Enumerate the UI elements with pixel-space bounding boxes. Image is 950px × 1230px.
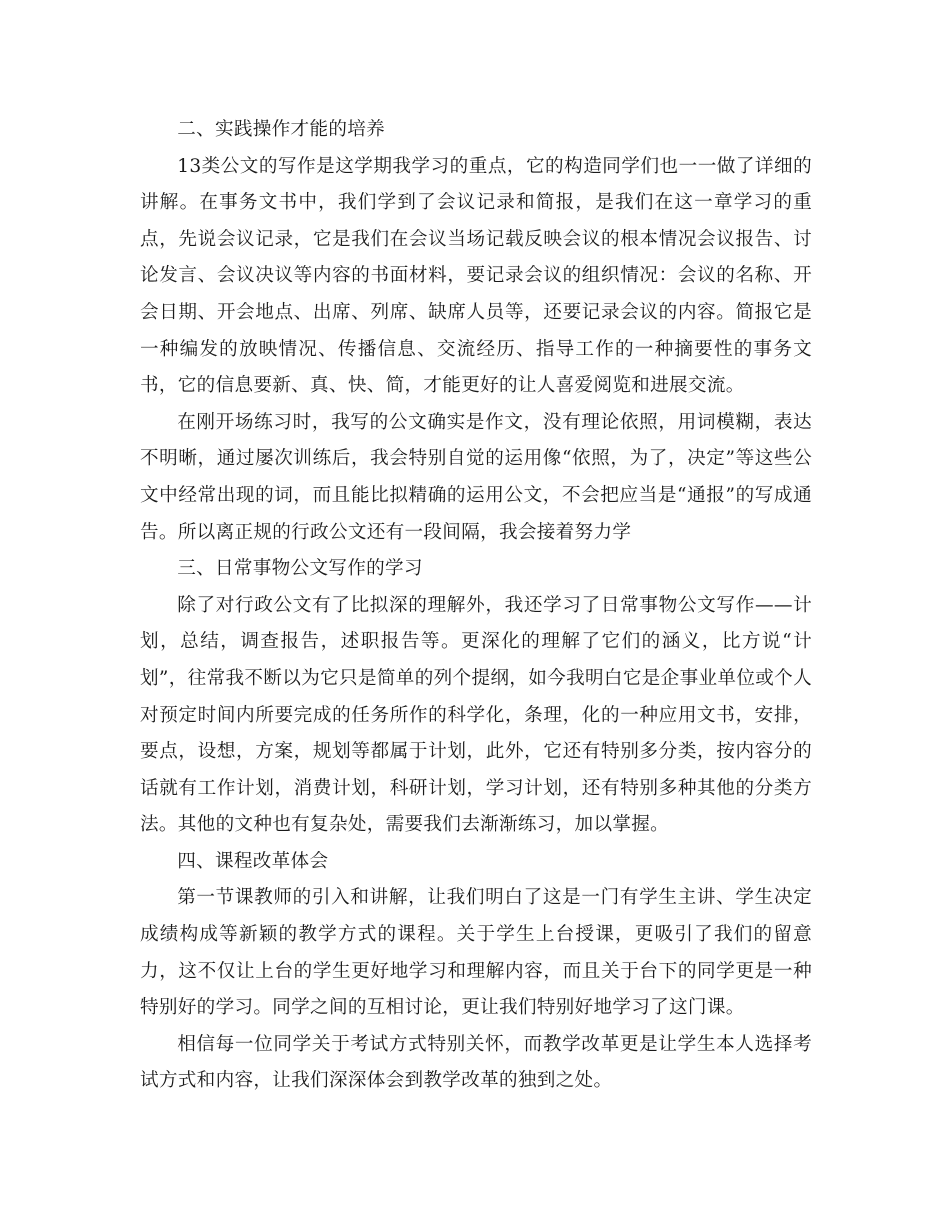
paragraph-practice-experience: 在刚开场练习时，我写的公文确实是作文，没有理论依照，用词模糊，表达不明晰，通过屡次训练后，我会特别自觉的运用像“依照，为了，决定”等这些公文中经常出现的词，而且能比拟精确的运用公文，不会把应当是“通报”的写成通告。所以离正规的行政公文还有一段间隔，我会接着努力学 (140, 411, 812, 543)
section-heading-daily-affairs: 三、日常事物公文写作的学习 (177, 558, 423, 580)
document-body (140, 112, 812, 1100)
section-heading-reform: 四、课程改革体会 (177, 850, 329, 872)
paragraph-first-class: 第一节课教师的引入和讲解，让我们明白了这是一门有学生主讲、学生决定成绩构成等新颖的教学方式的课程。关于学生上台授课，更吸引了我们的留意力，这不仅让上台的学生更好地学习和理解内容，而且关于台下的同学更是一种特别好的学习。同学之间的互相讨论，更让我们特别好地学习了这门课。 (140, 887, 812, 1019)
paragraph-exam-reform: 相信每一位同学关于考试方式特别关怀，而教学改革更是让学生本人选择考试方式和内容，让我们深深体会到教学改革的独到之处。 (140, 1033, 812, 1092)
paragraph-daily-affairs: 除了对行政公文有了比拟深的理解外，我还学习了日常事物公文写作——计划，总结，调查报告，述职报告等。更深化的理解了它们的涵义，比方说“计划”，往常我不断以为它只是简单的列个提纲，如今我明白它是企事业单位或个人对预定时间内所要完成的任务所作的科学化，条理，化的一种应用文书，安排，要点，设想，方案，规划等都属于计划，此外，它还有特别多分类，按内容分的话就有工作计划，消费计划，科研计划，学习计划，还有特别多种其他的分类方法。其他的文种也有复杂处，需要我们去渐渐练习，加以掌握。 (140, 594, 812, 836)
section-heading-practice: 二、实践操作才能的培养 (177, 119, 386, 140)
paragraph-official-docs: 13类公文的写作是这学期我学习的重点，它的构造同学们也一一做了详细的讲解。在事务文书中，我们学到了会议记录和简报，是我们在这一章学习的重点，先说会议记录，它是我们在会议当场记载反映会议的根本情况会议报告、讨论发言、会议决议等内容的书面材料，要记录会议的组织情况：会议的名称、开会日期、开会地点、出席、列席、缺席人员等，还要记录会议的内容。简报它是一种编发的放映情况、传播信息、交流经历、指导工作的一种摘要性的事务文书，它的信息要新、真、快、简，才能更好的让人喜爱阅览和进展交流。 (140, 155, 812, 397)
